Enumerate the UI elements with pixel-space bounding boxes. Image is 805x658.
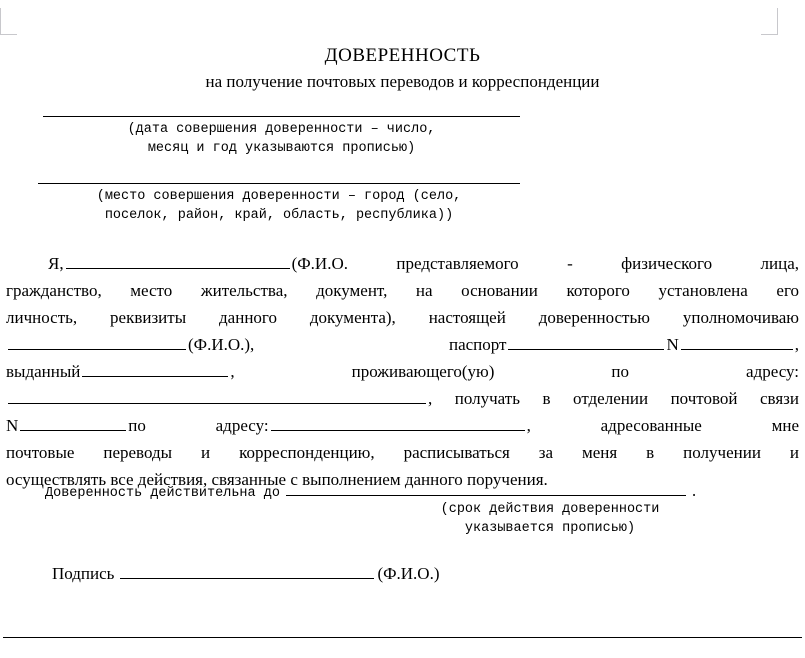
blank-signature[interactable]: [120, 563, 374, 579]
body-line-5: [6, 358, 799, 385]
body-seg-post-n: N: [6, 416, 19, 435]
body-seg-po-2: по: [128, 416, 146, 435]
document-body: [6, 250, 799, 493]
date-caption-line-1: (дата совершения доверенности – число,: [127, 122, 436, 137]
body-line-4: [6, 331, 799, 358]
body-seg-addressed: , адресованные мне: [526, 416, 799, 435]
bottom-divider: [3, 637, 802, 638]
body-seg-po-1: по: [611, 362, 630, 381]
blank-principal-name[interactable]: [66, 253, 290, 269]
body-line-7: [6, 412, 799, 439]
body-seg-comma-1: ,: [794, 335, 799, 354]
body-seg-issued: выданный: [6, 362, 81, 381]
crop-mark-top-left-icon: [0, 8, 17, 35]
blank-validity-date[interactable]: [286, 480, 686, 496]
body-seg-passport: паспорт: [448, 335, 507, 354]
validity-period: .: [689, 486, 699, 501]
blank-passport-issuer[interactable]: [82, 361, 228, 377]
blank-post-office-number[interactable]: [20, 415, 126, 431]
body-line-8: почтовые переводы и корреспонденцию, расписываться за меня в получении и: [6, 443, 799, 462]
blank-passport-series[interactable]: [508, 334, 664, 350]
blank-attorney-name[interactable]: [8, 334, 186, 350]
blank-passport-number[interactable]: [681, 334, 793, 350]
body-seg-comma-2: ,: [230, 362, 235, 381]
place-caption-line-2: поселок, район, край, область, республика)): [104, 208, 454, 223]
body-seg-fio2: (Ф.И.О.),: [188, 335, 255, 354]
body-seg-ya: Я,: [48, 254, 64, 273]
body-line-2: гражданство, место жительства, документ, на основании которого установлена его: [6, 281, 799, 300]
place-fill-block: [38, 183, 520, 225]
place-fill-rule[interactable]: [38, 183, 520, 184]
crop-mark-top-right-icon: [761, 8, 778, 35]
validity-note-line-2: указывается прописью): [464, 521, 636, 536]
title-block: [0, 44, 805, 94]
body-line-3: личность, реквизиты данного документа), настоящей доверенностью уполномочиваю: [6, 308, 799, 327]
place-caption-line-1: (место совершения доверенности – город (село,: [96, 189, 462, 204]
body-seg-address-label-1: адресу:: [746, 362, 800, 381]
body-seg-n: N: [666, 335, 679, 354]
document-title: ДОВЕРЕННОСТЬ: [324, 45, 481, 66]
validity-note-line-1: (срок действия доверенности: [440, 502, 660, 517]
date-fill-rule[interactable]: [43, 116, 520, 117]
validity-note: [345, 500, 755, 538]
signature-label: Подпись: [52, 564, 115, 583]
body-seg-receive: , получать в отделении почтовой связи: [428, 389, 799, 408]
blank-post-office-address[interactable]: [271, 415, 525, 431]
date-caption-line-2: месяц и год указываются прописью): [147, 141, 416, 156]
body-seg-address-label-2: адресу:: [215, 416, 269, 435]
signature-fio-caption: (Ф.И.О.): [377, 564, 440, 583]
body-line-6: [6, 385, 799, 412]
blank-attorney-address[interactable]: [8, 388, 426, 404]
body-seg-fio-paren: (Ф.И.О. представляемого - физического лица,: [291, 254, 799, 273]
date-fill-block: [43, 116, 520, 158]
validity-label: Доверенность действительна до: [45, 486, 280, 501]
document-subtitle: на получение почтовых переводов и корреспонденции: [205, 72, 600, 91]
signature-line: [52, 562, 440, 586]
body-line-9: осуществлять все действия, связанные с выполнением данного поручения.: [6, 470, 548, 489]
body-line-1: [6, 250, 799, 277]
body-seg-residing: проживающего(ую): [351, 362, 495, 381]
